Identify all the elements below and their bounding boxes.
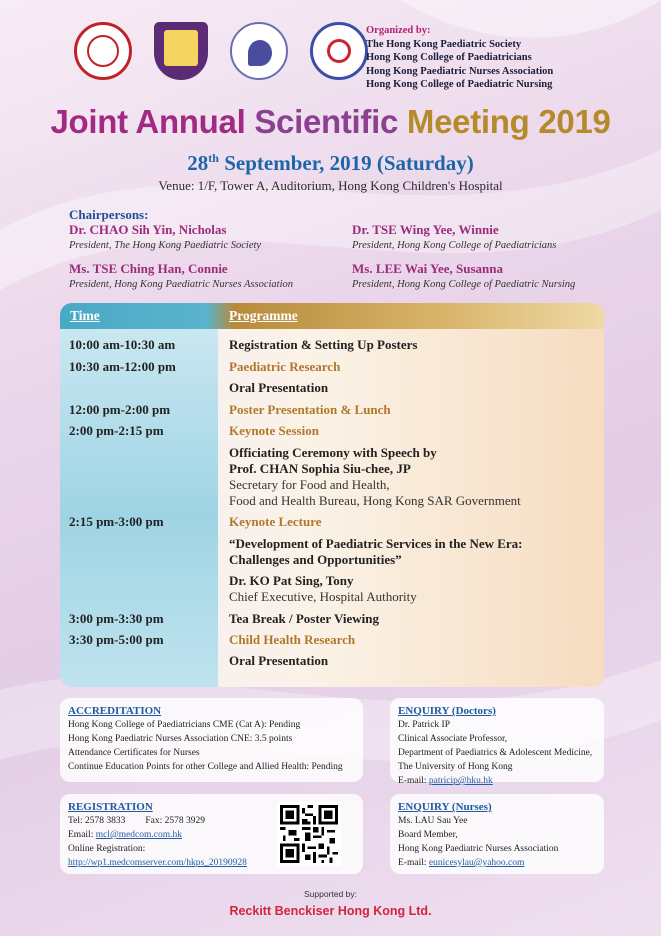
accreditation-line: Attendance Certificates for Nurses bbox=[68, 748, 200, 758]
programme-item-text: Child Health Research bbox=[229, 632, 356, 647]
registration-heading: REGISTRATION bbox=[68, 801, 153, 813]
date-day: 28 bbox=[187, 151, 209, 175]
organizer-name: The Hong Kong Paediatric Society bbox=[366, 38, 522, 50]
programme-item-text: Officiating Ceremony with Speech by bbox=[229, 445, 437, 460]
registration-tel: Tel: 2578 3833 bbox=[68, 816, 126, 826]
enquiry-doctors-line: The University of Hong Kong bbox=[398, 762, 513, 772]
title-part: Joint Annual bbox=[50, 103, 255, 140]
programme-item-text: Secretary for Food and Health, bbox=[229, 477, 390, 492]
programme-item-text: Food and Health Bureau, Hong Kong SAR Government bbox=[229, 493, 521, 508]
programme-item-text: Registration & Setting Up Posters bbox=[229, 337, 418, 352]
chairperson-name: Dr. CHAO Sih Yin, Nicholas bbox=[69, 222, 227, 237]
chairperson-position: President, Hong Kong College of Paediatricians bbox=[352, 240, 557, 251]
email-label: Email: bbox=[68, 830, 96, 840]
title-part: Meeting 2019 bbox=[406, 103, 611, 140]
programme-item-text: Keynote Lecture bbox=[229, 514, 322, 529]
programme-item-text: Chief Executive, Hospital Authority bbox=[229, 589, 417, 604]
programme-item-text: Keynote Session bbox=[229, 423, 319, 438]
doctors-email-link[interactable]: patricip@hku.hk bbox=[428, 776, 493, 786]
accreditation-line: Hong Kong Paediatric Nurses Association CNE: 3.5 points bbox=[68, 734, 293, 744]
email-label: E-mail: bbox=[398, 858, 429, 868]
programme-table bbox=[60, 303, 604, 687]
chairperson-position: President, Hong Kong Paediatric Nurses Association bbox=[69, 279, 293, 290]
date-rest: September, 2019 (Saturday) bbox=[218, 151, 474, 175]
enquiry-doctors-box bbox=[390, 698, 604, 786]
title-part: Scientific bbox=[254, 103, 407, 140]
chairperson bbox=[352, 261, 575, 290]
programme-header-label: Programme bbox=[229, 308, 298, 323]
programme-time: 12:00 pm-2:00 pm bbox=[69, 402, 171, 417]
accreditation-box bbox=[60, 698, 363, 782]
chairperson-name: Ms. TSE Ching Han, Connie bbox=[69, 261, 228, 276]
enquiry-nurses-heading: ENQUIRY (Nurses) bbox=[398, 801, 492, 813]
organizer-name: Hong Kong College of Paediatricians bbox=[366, 52, 532, 63]
programme-item-text: Oral Presentation bbox=[229, 380, 329, 395]
enquiry-nurses-name: Ms. LAU Sau Yee bbox=[398, 816, 468, 826]
programme-time: 3:30 pm-5:00 pm bbox=[69, 632, 164, 647]
programme-time: 2:15 pm-3:00 pm bbox=[69, 514, 164, 529]
online-registration-link[interactable]: http://wp1.medcomserver.com/hkps_20190928 bbox=[68, 858, 247, 868]
accreditation-line: Continue Education Points for other College and Allied Health: Pending bbox=[68, 762, 343, 772]
programme-item-text: “Development of Paediatric Services in the New Era: bbox=[229, 536, 523, 551]
qr-code-graphic bbox=[280, 805, 338, 863]
enquiry-doctors-line: Department of Paediatrics & Adolescent Medicine, bbox=[398, 748, 593, 758]
programme-item-text: Oral Presentation bbox=[229, 653, 329, 668]
programme-item-text: Tea Break / Poster Viewing bbox=[229, 611, 379, 626]
programme-header bbox=[60, 303, 604, 329]
enquiry-doctors-name: Dr. Patrick IP bbox=[398, 720, 450, 730]
organized-by-label: Organized by: bbox=[366, 25, 431, 36]
programme-item-text: Dr. KO Pat Sing, Tony bbox=[229, 573, 354, 588]
organizer-logos bbox=[74, 22, 368, 80]
organizer-name: Hong Kong Paediatric Nurses Association bbox=[366, 65, 554, 77]
hk-college-of-paediatricians-logo bbox=[154, 22, 208, 80]
email-label: E-mail: bbox=[398, 776, 429, 786]
chairperson bbox=[69, 222, 261, 251]
chairpersons-heading: Chairpersons: bbox=[69, 207, 149, 222]
chairperson bbox=[352, 222, 556, 251]
programme-time: 10:00 am-10:30 am bbox=[69, 337, 176, 352]
enquiry-nurses-line: Board Member, bbox=[398, 830, 458, 840]
accreditation-line: Hong Kong College of Paediatricians CME (Cat A): Pending bbox=[68, 720, 301, 730]
nurses-email-link[interactable]: eunicesylau@yahoo.com bbox=[428, 858, 525, 868]
registration-fax: Fax: 2578 3929 bbox=[145, 816, 206, 826]
programme-item-text: Challenges and Opportunities” bbox=[229, 552, 402, 567]
event-venue: Venue: 1/F, Tower A, Auditorium, Hong Kong Children's Hospital bbox=[158, 178, 503, 193]
programme-item-text: Paediatric Research bbox=[229, 359, 341, 374]
enquiry-doctors-heading: ENQUIRY (Doctors) bbox=[398, 705, 496, 717]
programme-time: 3:00 pm-3:30 pm bbox=[69, 611, 164, 626]
hk-paediatric-society-logo bbox=[74, 22, 132, 80]
programme-time: 2:00 pm-2:15 pm bbox=[69, 423, 164, 438]
enquiry-doctors-line: Clinical Associate Professor, bbox=[398, 734, 508, 744]
sponsor-name: Reckitt Benckiser Hong Kong Ltd. bbox=[229, 904, 432, 918]
enquiry-nurses-line: Hong Kong Paediatric Nurses Association bbox=[398, 844, 559, 854]
hk-paediatric-nurses-association-logo bbox=[230, 22, 288, 80]
accreditation-heading: ACCREDITATION bbox=[68, 705, 162, 717]
chairperson-position: President, Hong Kong College of Paediatric Nursing bbox=[352, 279, 576, 290]
event-date bbox=[0, 151, 661, 176]
organizer-name: Hong Kong College of Paediatric Nursing bbox=[366, 79, 553, 90]
supported-by-label: Supported by: bbox=[304, 889, 357, 899]
programme-item-text: Prof. CHAN Sophia Siu-chee, JP bbox=[229, 461, 411, 476]
online-registration-label: Online Registration: bbox=[68, 844, 146, 854]
chairperson-name: Ms. LEE Wai Yee, Susanna bbox=[352, 261, 503, 276]
chairperson-name: Dr. TSE Wing Yee, Winnie bbox=[352, 222, 499, 237]
date-suffix: th bbox=[208, 151, 219, 165]
registration-qr-code[interactable] bbox=[277, 802, 341, 866]
enquiry-nurses-box bbox=[390, 794, 604, 874]
event-title bbox=[0, 103, 661, 141]
chairperson-position: President, The Hong Kong Paediatric Society bbox=[69, 240, 262, 251]
time-header: Time bbox=[70, 308, 100, 323]
hk-college-of-paediatric-nursing-logo bbox=[310, 22, 368, 80]
chairperson bbox=[69, 261, 293, 290]
programme-time: 10:30 am-12:00 pm bbox=[69, 359, 176, 374]
organized-by-block bbox=[366, 24, 553, 92]
registration-email-link[interactable]: mcl@medcom.com.hk bbox=[95, 830, 183, 840]
programme-item-text: Poster Presentation & Lunch bbox=[229, 402, 391, 417]
